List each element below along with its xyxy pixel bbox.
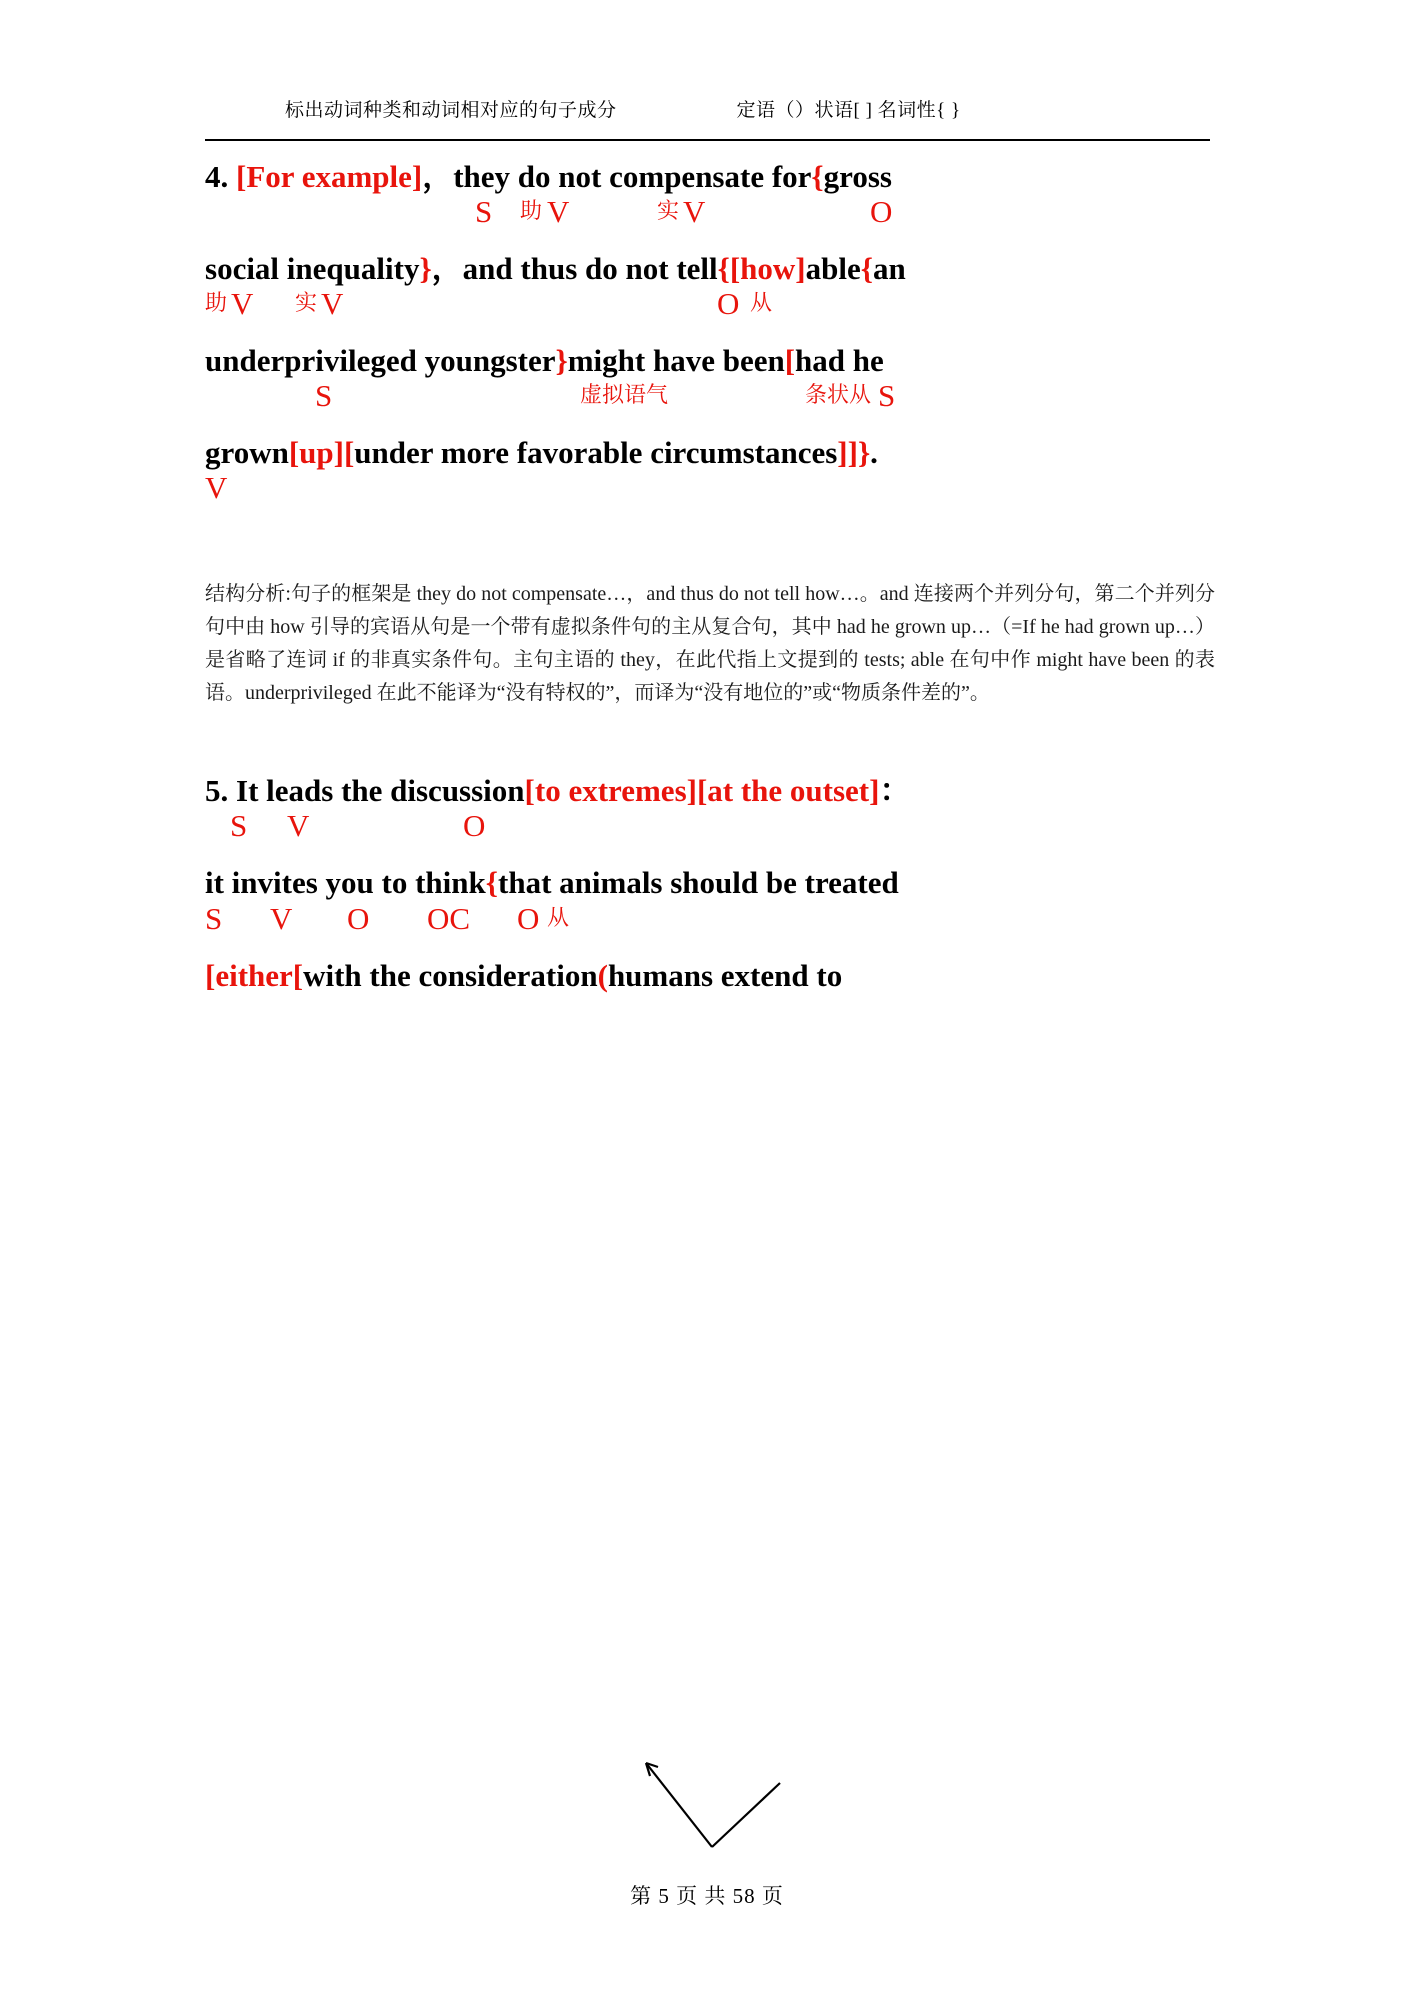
- sentence-segment: able: [805, 251, 861, 287]
- sentence-line: [205, 959, 1215, 993]
- sentence-segment: it invites you to think: [205, 865, 486, 901]
- grammar-marker: S: [475, 194, 493, 230]
- sentence-line: [205, 160, 1215, 194]
- annotation-row: [205, 378, 1215, 436]
- sentence-segment: }: [419, 251, 432, 287]
- grammar-marker: V: [321, 286, 344, 322]
- sentence-segment: had he: [795, 343, 884, 379]
- sentence-segment: 5. It leads the discussion: [205, 773, 525, 809]
- sentence-segment: underprivileged youngster: [205, 343, 556, 379]
- grammar-marker: V: [231, 286, 254, 322]
- grammar-marker: O: [517, 900, 540, 936]
- sentence-segment: {: [860, 251, 873, 287]
- grammar-marker: V: [287, 808, 310, 844]
- sentence-segment: {: [811, 159, 824, 194]
- sentence-segment: social inequality: [205, 251, 420, 287]
- sentence-segment: [to extremes][at the outset]: [524, 773, 880, 809]
- structure-analysis: 结构分析:句子的框架是 they do not compensate…，and thus do not tell how…。and 连接两个并列分句，第二个并列分句中由 how 引导的宾语从句是一个带有虚拟条件句的主从复合句，其中 had he grown up…（=If he had grown up…）是省略了连词 if 的非真实条件句。主句主语的 they，在此代指上文提到的 tests; able 在句中作 might have been 的表语。underprivileged 在此不能译为“没有特权的”，而译为“没有地位的”或“物质条件差的”。: [205, 583, 1215, 705]
- sentence-segment: ，and thus do not tell: [431, 251, 718, 287]
- grammar-marker: S: [230, 808, 248, 844]
- annotation-row: [205, 194, 1215, 252]
- sentence-segment: that animals should be treated: [498, 865, 899, 901]
- sentence-segment: with the consideration: [303, 957, 598, 993]
- sentence-segment: humans extend to: [607, 957, 843, 993]
- grammar-marker: 从: [750, 290, 773, 316]
- annotation-row: [205, 470, 1215, 528]
- sentence-segment: an: [872, 251, 906, 287]
- sentence-segment: [either[: [205, 957, 304, 993]
- page-footer: 第 5 页 共 58 页: [630, 1884, 784, 1908]
- sentence-segment: {: [485, 865, 498, 901]
- annotation-arrow-icon: [640, 1755, 820, 1865]
- page-header: [205, 95, 1210, 141]
- sentence-segment: {: [717, 251, 730, 287]
- sentence-block-5: [205, 774, 1215, 992]
- sentence-line: [205, 866, 1215, 900]
- document-body: [205, 160, 1215, 993]
- grammar-marker: V: [683, 194, 706, 230]
- sentence-segment: ：: [879, 773, 911, 809]
- sentence-segment: might have been: [567, 343, 785, 379]
- sentence-segment: .: [870, 435, 878, 471]
- grammar-marker: S: [878, 378, 896, 414]
- grammar-marker: 从: [547, 904, 570, 930]
- sentence-segment: [: [784, 343, 796, 379]
- annotation-row: [205, 901, 1215, 959]
- header-right-text: 定语（）状语[ ] 名词性{ }: [736, 100, 961, 121]
- sentence-segment: [up][: [288, 435, 355, 471]
- sentence-line: [205, 252, 1215, 286]
- grammar-marker: S: [315, 378, 333, 414]
- annotation-row: [205, 808, 1215, 866]
- sentence-line: [205, 774, 1215, 808]
- grammar-marker: 虚拟语气: [580, 382, 669, 408]
- grammar-marker: O: [870, 194, 893, 230]
- grammar-marker: 助: [205, 290, 228, 316]
- grammar-marker: V: [205, 470, 228, 506]
- grammar-marker: O: [463, 808, 486, 844]
- sentence-segment: under more favorable circumstances: [354, 435, 838, 471]
- grammar-marker: 实: [657, 198, 680, 224]
- sentence-segment: [For example]: [236, 159, 423, 194]
- grammar-marker: O: [347, 900, 370, 936]
- sentence-segment: (: [597, 957, 608, 993]
- annotation-row: [205, 286, 1215, 344]
- sentence-segment: }: [555, 343, 568, 379]
- grammar-marker: V: [270, 900, 293, 936]
- grammar-marker: S: [205, 900, 223, 936]
- sentence-segment: gross: [823, 159, 892, 194]
- grammar-marker: 条状从: [805, 382, 872, 408]
- sentence-line: [205, 344, 1215, 378]
- grammar-marker: 助: [520, 198, 543, 224]
- header-left-text: 标出动词种类和动词相对应的句子成分: [285, 100, 617, 121]
- grammar-marker: 实: [295, 290, 318, 316]
- sentence-segment: ，they do not compensate for: [422, 159, 812, 194]
- grammar-marker: OC: [427, 900, 471, 936]
- sentence-segment: grown: [205, 435, 289, 471]
- sentence-segment: 4.: [205, 159, 236, 194]
- sentence-block-4: [205, 160, 1215, 774]
- sentence-segment: ]]}: [837, 435, 871, 471]
- sentence-line: [205, 436, 1215, 470]
- grammar-marker: V: [547, 194, 570, 230]
- sentence-segment: [how]: [729, 251, 806, 287]
- grammar-marker: O: [717, 286, 740, 322]
